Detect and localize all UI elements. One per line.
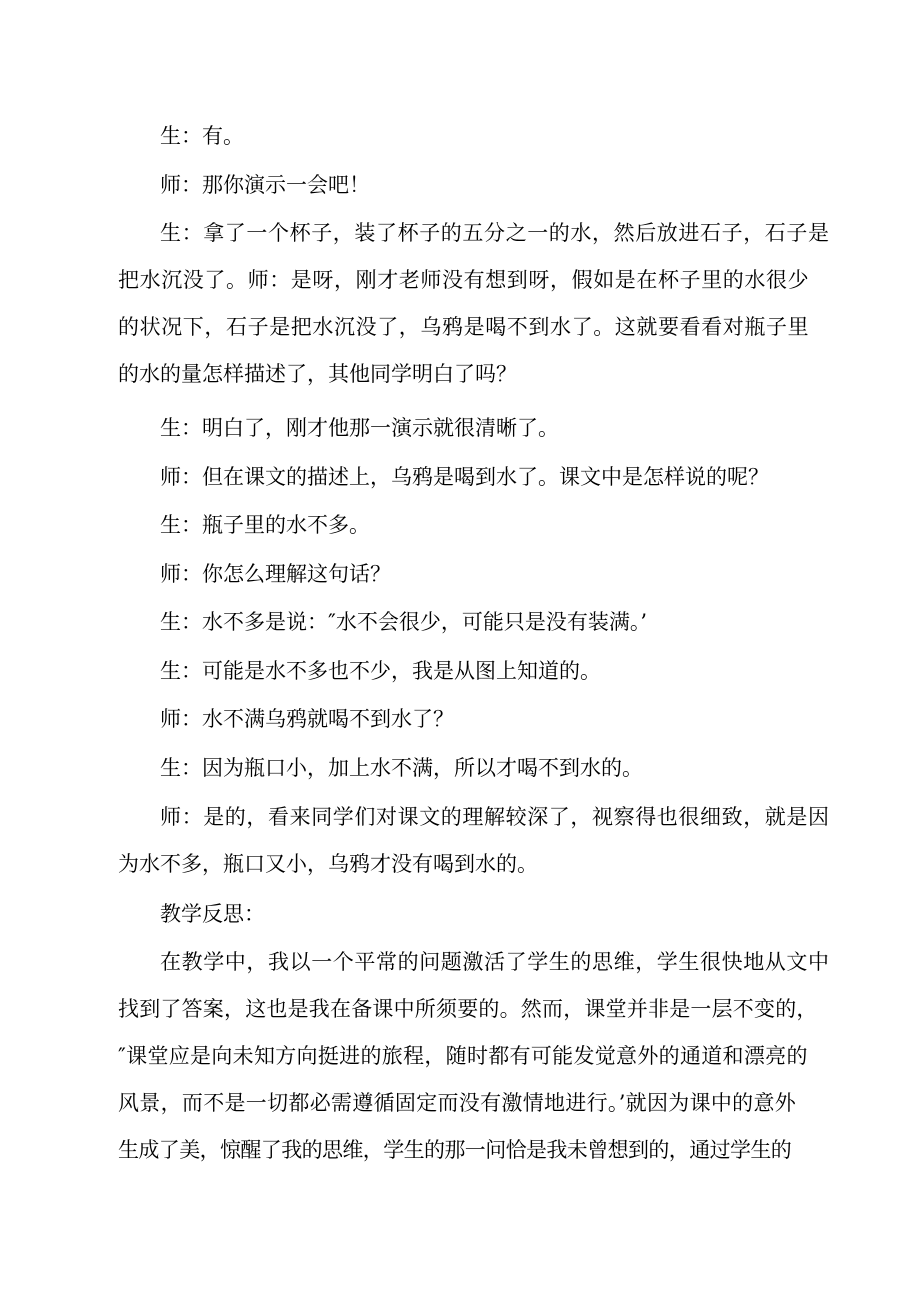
text-line: 生成了美，惊醒了我的思维，学生的那一问恰是我未曾想到的，通过学生的	[118, 1138, 792, 1162]
text-line: 风景，而不是一切都必需遵循固定而没有激情地进行。’就因为课中的意外	[118, 1091, 797, 1115]
text-line: 生：因为瓶口小，加上水不满，所以才喝不到水的。	[160, 756, 643, 780]
dialogue-teacher-5	[0, 794, 920, 888]
reflection-heading	[0, 891, 920, 938]
text-line: 生：明白了，刚才他那一演示就很清晰了。	[160, 416, 559, 440]
dialogue-student-1	[0, 113, 920, 160]
text-line: 的状况下，石子是把水沉没了，乌鸦是喝不到水了。这就要看看对瓶子里	[118, 315, 810, 339]
text-line: 生：水不多是说：″水不会很少，可能只是没有装满。’	[160, 610, 648, 634]
dialogue-teacher-2	[0, 454, 920, 501]
text-line: 师：那你演示一会吧！	[160, 173, 370, 197]
text-line: 把水沉没了。师：是呀，刚才老师没有想到呀，假如是在杯子里的水很少	[118, 268, 810, 292]
dialogue-teacher-1	[0, 162, 920, 209]
text-line: 师：你怎么理解这句话？	[160, 562, 391, 586]
text-line: 师：水不满乌鸦就喝不到水了？	[160, 707, 454, 731]
dialogue-student-3	[0, 405, 920, 452]
text-line: 生：可能是水不多也不少，我是从图上知道的。	[160, 659, 601, 683]
text-line: 师：是的，看来同学们对课文的理解较深了，视察得也很细致，就是因	[160, 805, 830, 829]
text-line: 生：拿了一个杯子，装了杯子的五分之一的水，然后放进石子，石子是	[160, 221, 830, 245]
dialogue-teacher-4	[0, 696, 920, 743]
reflection-body	[0, 939, 920, 1174]
dialogue-student-7	[0, 745, 920, 792]
dialogue-student-2	[0, 210, 920, 398]
dialogue-student-4	[0, 502, 920, 549]
text-line: 为水不多，瓶口又小，乌鸦才没有喝到水的。	[118, 852, 538, 876]
dialogue-student-5	[0, 599, 920, 646]
text-line: ″课堂应是向未知方向挺进的旅程，随时都有可能发觉意外的通道和漂亮的	[118, 1044, 808, 1068]
dialogue-student-6	[0, 648, 920, 695]
text-line: 师：但在课文的描述上，乌鸦是喝到水了。课文中是怎样说的呢？	[160, 465, 769, 489]
text-line: 生：有。	[160, 124, 244, 148]
text-line: 找到了答案，这也是我在备课中所须要的。然而，课堂并非是一层不变的，	[118, 997, 818, 1021]
text-line: 生：瓶子里的水不多。	[160, 513, 370, 537]
text-line: 在教学中，我以一个平常的问题激活了学生的思维，学生很快地从文中	[160, 950, 830, 974]
dialogue-teacher-3	[0, 551, 920, 598]
text-line: 的水的量怎样描述了，其他同学明白了吗？	[118, 362, 517, 386]
text-line: 教学反思：	[160, 902, 265, 926]
